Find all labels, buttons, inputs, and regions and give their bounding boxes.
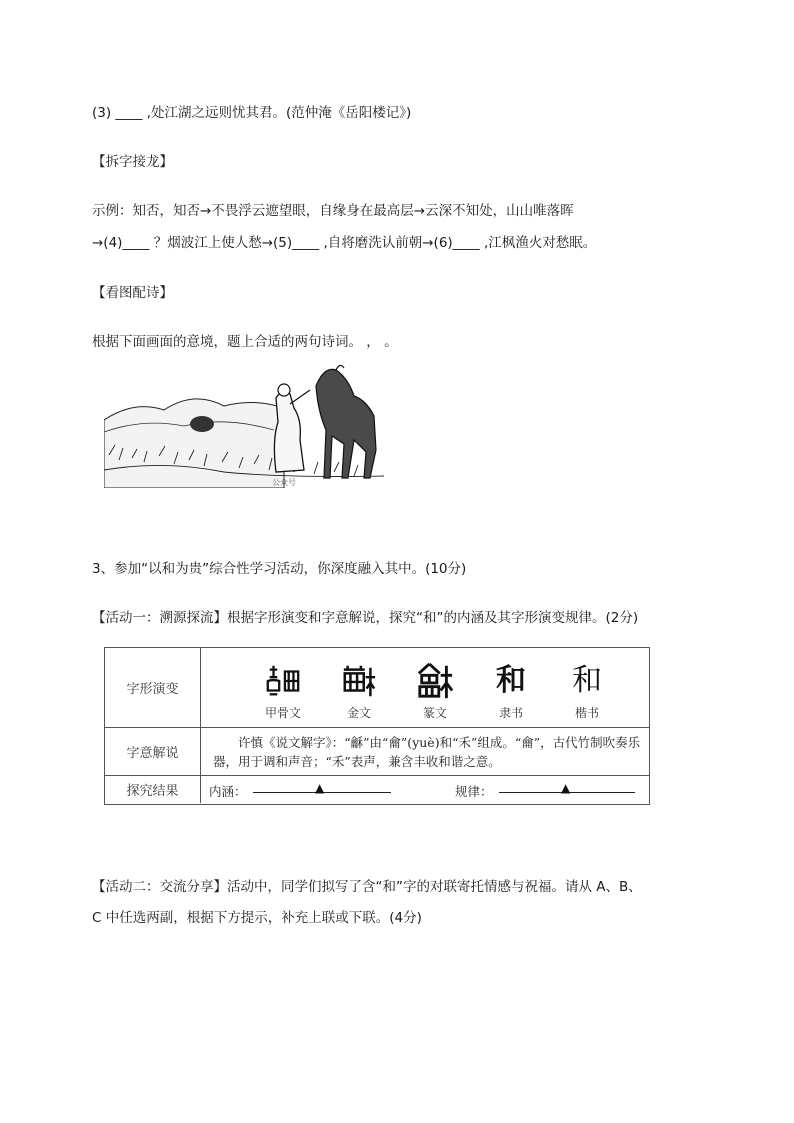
script-label-regular: 楷书 xyxy=(574,706,599,720)
chaizi-example-line-1: 示例：知否，知否→不畏浮云遮望眼，自缘身在最高层→云深不知处，山山唯落晖 xyxy=(92,203,574,219)
script-label-seal: 篆文 xyxy=(422,706,447,720)
question-3-line: (3) ____ ,处江湖之远则忧其君。(范仲淹《岳阳楼记》) xyxy=(92,105,412,121)
neihan-triangle-marker: ▲ xyxy=(315,781,325,795)
kantu-prompt: 根据下面画面的意境，题上合适的两句诗词。 ， 。 xyxy=(92,334,398,350)
script-label-oracle: 甲骨文 xyxy=(264,706,301,720)
meaning-row xyxy=(105,727,649,776)
script-cell-regular xyxy=(549,648,625,721)
clerical-he-char: 和 xyxy=(496,663,526,698)
activity-2-line-2: C 中任选两副，根据下方提示，补充上联或下联。(4分) xyxy=(92,910,422,926)
script-label-clerical: 隶书 xyxy=(498,706,523,720)
guilv-triangle-marker: ▲ xyxy=(561,781,571,795)
illustration-watermark: 公众号 xyxy=(272,478,296,487)
seal-he-glyph-icon xyxy=(415,662,455,700)
row-header-evolution: 字形演变 xyxy=(105,648,201,727)
row-header-result: 探究结果 xyxy=(105,775,201,803)
meaning-text: 许慎《说文解字》：“龢”由“龠”(yuè)和“禾”组成。“龠”，古代竹制吹奏乐器，用于调和声音；“禾”表声，兼含丰收和谐之意。 xyxy=(213,735,641,769)
result-neihan-label: 内涵： xyxy=(209,784,247,799)
result-guilv-label: 规律： xyxy=(455,784,493,799)
result-row xyxy=(105,775,649,803)
section-kantu-heading: 【看图配诗】 xyxy=(92,285,173,301)
section-chaizi-heading: 【拆字接龙】 xyxy=(92,154,173,170)
evolution-row xyxy=(105,648,649,728)
script-cell-clerical xyxy=(473,648,549,721)
character-evolution-table xyxy=(104,647,650,805)
script-cell-oracle xyxy=(245,648,321,721)
bronze-he-glyph-icon xyxy=(339,662,379,700)
chaizi-example-line-2: →(4)____ ？烟波江上使人愁→(5)____ ,自将磨洗认前朝→(6)____ ,江枫渔火对愁眠。 xyxy=(92,235,597,251)
poetry-illustration xyxy=(104,360,384,488)
script-cell-bronze xyxy=(321,648,397,721)
script-cell-seal xyxy=(397,648,473,721)
oracle-bone-he-glyph-icon xyxy=(263,662,303,700)
question-3-heading: 3、参加“以和为贵”综合性学习活动，你深度融入其中。(10分) xyxy=(92,561,467,577)
regular-he-char: 和 xyxy=(572,663,602,698)
activity-1-text: 【活动一：溯源探流】根据字形演变和字意解说，探究“和”的内涵及其字形演变规律。(2分) xyxy=(92,610,639,626)
activity-2-line-1: 【活动二：交流分享】活动中，同学们拟写了含“和”字的对联寄托情感与祝福。请从 A、B、 xyxy=(92,879,642,895)
row-header-meaning: 字意解说 xyxy=(105,727,201,775)
script-label-bronze: 金文 xyxy=(346,706,371,720)
